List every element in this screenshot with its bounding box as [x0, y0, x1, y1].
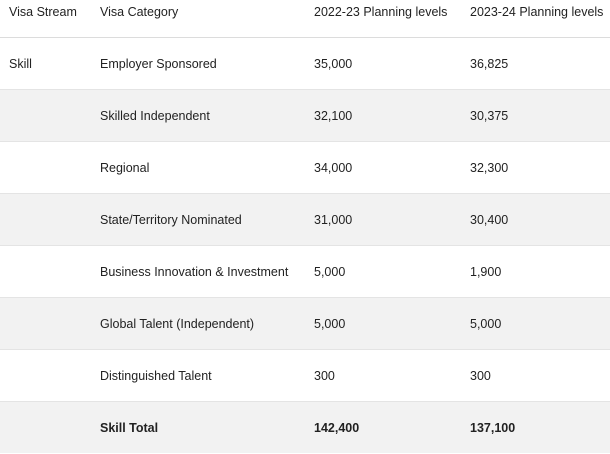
cell-stream: Skill — [9, 57, 32, 71]
cell-category: Skilled Independent — [100, 108, 210, 123]
cell-2022-23: 300 — [314, 368, 335, 383]
cell-category: Employer Sponsored — [100, 56, 217, 71]
cell-2023-24: 30,400 — [470, 212, 509, 227]
header-visa-stream: Visa Stream — [9, 5, 77, 19]
cell-2023-24: 32,300 — [470, 160, 509, 175]
table-row — [0, 38, 610, 90]
table-row — [0, 246, 610, 298]
header-visa-category: Visa Category — [100, 5, 179, 19]
total-2023-24: 137,100 — [470, 420, 516, 435]
cell-stream — [0, 90, 100, 109]
cell-stream — [0, 194, 100, 213]
total-2022-23: 142,400 — [314, 420, 360, 435]
table-row — [0, 142, 610, 194]
cell-2023-24: 300 — [470, 368, 491, 383]
cell-2023-24: 5,000 — [470, 316, 502, 331]
cell-2022-23: 32,100 — [314, 108, 353, 123]
cell-category: State/Territory Nominated — [100, 212, 242, 227]
table-header-row — [0, 0, 610, 38]
cell-2022-23: 34,000 — [314, 160, 353, 175]
table-total-row — [0, 402, 610, 453]
cell-stream — [0, 298, 100, 317]
table-row — [0, 90, 610, 142]
cell-2022-23: 5,000 — [314, 316, 346, 331]
table-row — [0, 194, 610, 246]
cell-2023-24: 30,375 — [470, 108, 509, 123]
cell-2023-24: 36,825 — [470, 56, 509, 71]
header-2023-24: 2023-24 Planning levels — [470, 5, 604, 19]
cell-2022-23: 31,000 — [314, 212, 353, 227]
cell-category: Regional — [100, 160, 150, 175]
cell-category: Global Talent (Independent) — [100, 316, 255, 331]
cell-category: Distinguished Talent — [100, 368, 212, 383]
cell-stream — [0, 142, 100, 161]
table-row — [0, 350, 610, 402]
cell-stream — [0, 350, 100, 369]
cell-2022-23: 35,000 — [314, 56, 353, 71]
cell-stream — [0, 246, 100, 265]
cell-category: Business Innovation & Investment — [100, 264, 289, 279]
cell-2023-24: 1,900 — [470, 264, 502, 279]
table-row — [0, 298, 610, 350]
total-category: Skill Total — [100, 420, 159, 435]
cell-2022-23: 5,000 — [314, 264, 346, 279]
header-2022-23: 2022-23 Planning levels — [314, 5, 448, 19]
